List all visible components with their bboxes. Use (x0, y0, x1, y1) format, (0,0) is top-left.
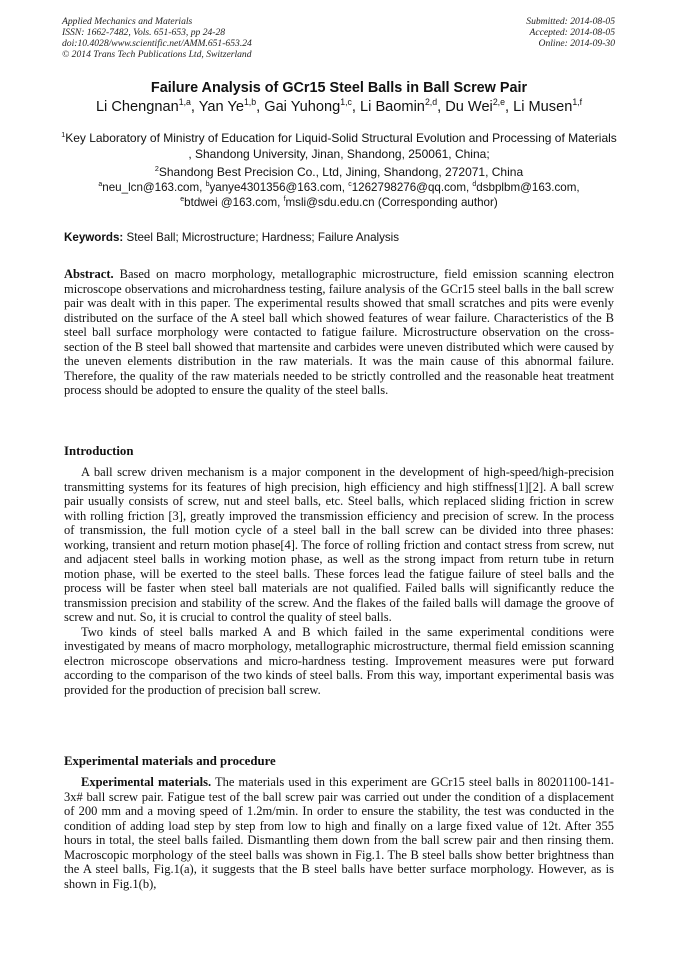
author-sup: 1,a (178, 97, 191, 108)
experimental-body (64, 775, 614, 891)
doi-line[interactable]: doi:10.4028/www.scientific.net/AMM.651-653.24 (62, 38, 252, 49)
paragraph: Two kinds of steel balls marked A and B which failed in the same experimental conditions were investigated by means of macro morphology, metallographic microstructure, thermal field emission scanning electron microscope observations and micro-hardness testing. Improvement measures were put forward according to the comparison of the two kinds of steel balls. From this way, important experimental basis was provided for the production of precision ball screw. (64, 624, 614, 697)
author-sup: 2,d (424, 97, 438, 108)
author-name: Gai Yuhong (264, 99, 341, 115)
email-link[interactable]: btdwei @163.com, (184, 196, 284, 209)
keywords-text: Steel Ball; Microstructure; Hardness; Failure Analysis (123, 231, 400, 244)
paragraph: A ball screw driven mechanism is a major component in the development of high-speed/high-precision transmitting systems for its features of high precision, high efficiency and high stiffness[1][2]. A ball screw pair usually consists of screw, nut and steel balls, etc. Steel balls, which replaced sliding friction in screw with rolling friction [3], greatly improved the transmission efficiency and precision of screw. In the process of transmission, the full motion cycle of a steel ball in the ball screw can be divided into three phases: working, transient and return motion phase[4]. The force of rolling friction and contact stress from screw, nut and adjacent steel balls in working motion phase, as well as the strong impact from return tube in return motion phase, will be exerted to the steel balls. These forces lead the fatigue failure of steel balls and the process will be faster when steel ball materials are not qualified. Failed balls will significantly reduce the transmission precision and stability of the screw. And the flakes of the failed balls will damage the groove of screw and nut. So, it is crucial to control the quality of steel balls. (64, 465, 614, 624)
email-link[interactable]: dsbplbm@163.com, (476, 181, 580, 194)
author-sup: 1,c (340, 97, 352, 108)
abstract-text: Based on macro morphology, metallographic microstructure, field emission scanning electron microscope observations and microhardness testing, failure analysis of the GCr15 steel balls in the ball screw pair was dealt with in this paper. The experimental results showed that small scratches and pits were evenly distributed on the surface of the A steel ball which showed features of wear failure. Characteristics of the B steel ball surface morphology were contacted to fatigue failure. Microstructure observation on the cross-section of the B steel ball showed that martensite and carbides were uneven distributed which were caused by the uneven elements distribution in the raw materials. It was the main cause of this abnormal failure. Therefore, the quality of the raw materials needed to be strictly controlled and the reasonable heat treatment process should be adopted to ensure the quality of the steel balls. (64, 267, 614, 397)
abstract-paragraph (64, 267, 614, 398)
email-sup: e (180, 196, 185, 204)
journal-name: Applied Mechanics and Materials (62, 16, 193, 27)
email-link[interactable]: 1262798276@qq.com, (351, 181, 473, 194)
section-heading-introduction: Introduction (64, 444, 134, 458)
issn-line: ISSN: 1662-7482, Vols. 651-653, pp 24-28 (62, 27, 226, 38)
email-sup: c (348, 181, 352, 189)
aff-text: Key Laboratory of Ministry of Education for Liquid-Solid Structural Evolution and Processing of Materials , Shandong University, Jinan, Shandong, 250061, China; (65, 131, 617, 161)
author-list: Li Chengnan$^{1,a}$, Yan Ye$^{1,b}$, Gai Yuhong$^{1,c}$, Li Baomin$^{2,d}$, Du Wei$^{2,e}$, Li Musen$^{1,f}$ (95, 97, 583, 115)
abstract-label: Abstract. (64, 267, 114, 281)
email-link[interactable]: msli@sdu.edu.cn (Corresponding author) (285, 196, 498, 209)
submission-dates (526, 16, 615, 49)
accepted-date: Accepted: 2014-08-05 (529, 27, 615, 38)
author-sup: 2,e (492, 97, 505, 108)
affiliation-2 (60, 165, 618, 181)
author-sup: 1,f (572, 97, 583, 108)
email-link[interactable]: neu_lcn@163.com, (102, 181, 206, 194)
email-sup: d (472, 181, 477, 189)
subsection-label: Experimental materials. (81, 775, 212, 789)
submitted-date: Submitted: 2014-08-05 (526, 16, 615, 27)
author-name: Du Wei (445, 99, 493, 115)
section-heading-experimental: Experimental materials and procedure (64, 754, 276, 768)
author-name: Li Chengnan (95, 99, 179, 115)
email-list (60, 180, 618, 210)
author-name: Li Musen (513, 99, 573, 115)
paragraph (64, 775, 614, 891)
email-sup: b (205, 181, 210, 189)
online-date: Online: 2014-09-30 (538, 38, 615, 49)
author-name: Yan Ye (198, 99, 244, 115)
introduction-body (64, 465, 614, 697)
keywords-label: Keywords: (64, 231, 124, 244)
aff-text: Shandong Best Precision Co., Ltd, Jining, Shandong, 272071, China (158, 165, 524, 179)
copyright-line: © 2014 Trans Tech Publications Ltd, Switzerland (62, 49, 252, 60)
author-sup: 1,b (243, 97, 257, 108)
affiliation-1 (60, 131, 618, 162)
abstract (64, 267, 614, 398)
email-sup: f (283, 196, 286, 204)
aff-sup: 1 (61, 130, 66, 139)
paragraph-text: The materials used in this experiment are GCr15 steel balls in 80201100-141-3x# ball screw pair. Fatigue test of the ball screw pair was carried out under the condition of a displacement of 200 mm and a moving speed of 1.2m/min. In order to ensure the stability, the test was conducted in the condition of adding load step by step from low to high and finally on a large fixed value of 12t. After 355 hours in total, the steel balls failed. Dismantling them down from the ball screw pair and then rinsing them. Macroscopic morphology of the steel balls was shown in Fig.1. The B steel balls show better brightness than the A steel balls, Fig.1(a), it suggests that the B steel balls have better surface morphology. However, as is shown in Fig.1(b), (64, 775, 615, 891)
keywords (64, 231, 399, 244)
aff-sup: 2 (154, 164, 159, 173)
author-name: Li Baomin (360, 99, 425, 115)
email-sup: a (98, 181, 103, 189)
journal-info (62, 16, 252, 60)
email-link[interactable]: yanye4301356@163.com, (209, 181, 349, 194)
paper-title: Failure Analysis of GCr15 Steel Balls in Ball Screw Pair (150, 80, 528, 96)
